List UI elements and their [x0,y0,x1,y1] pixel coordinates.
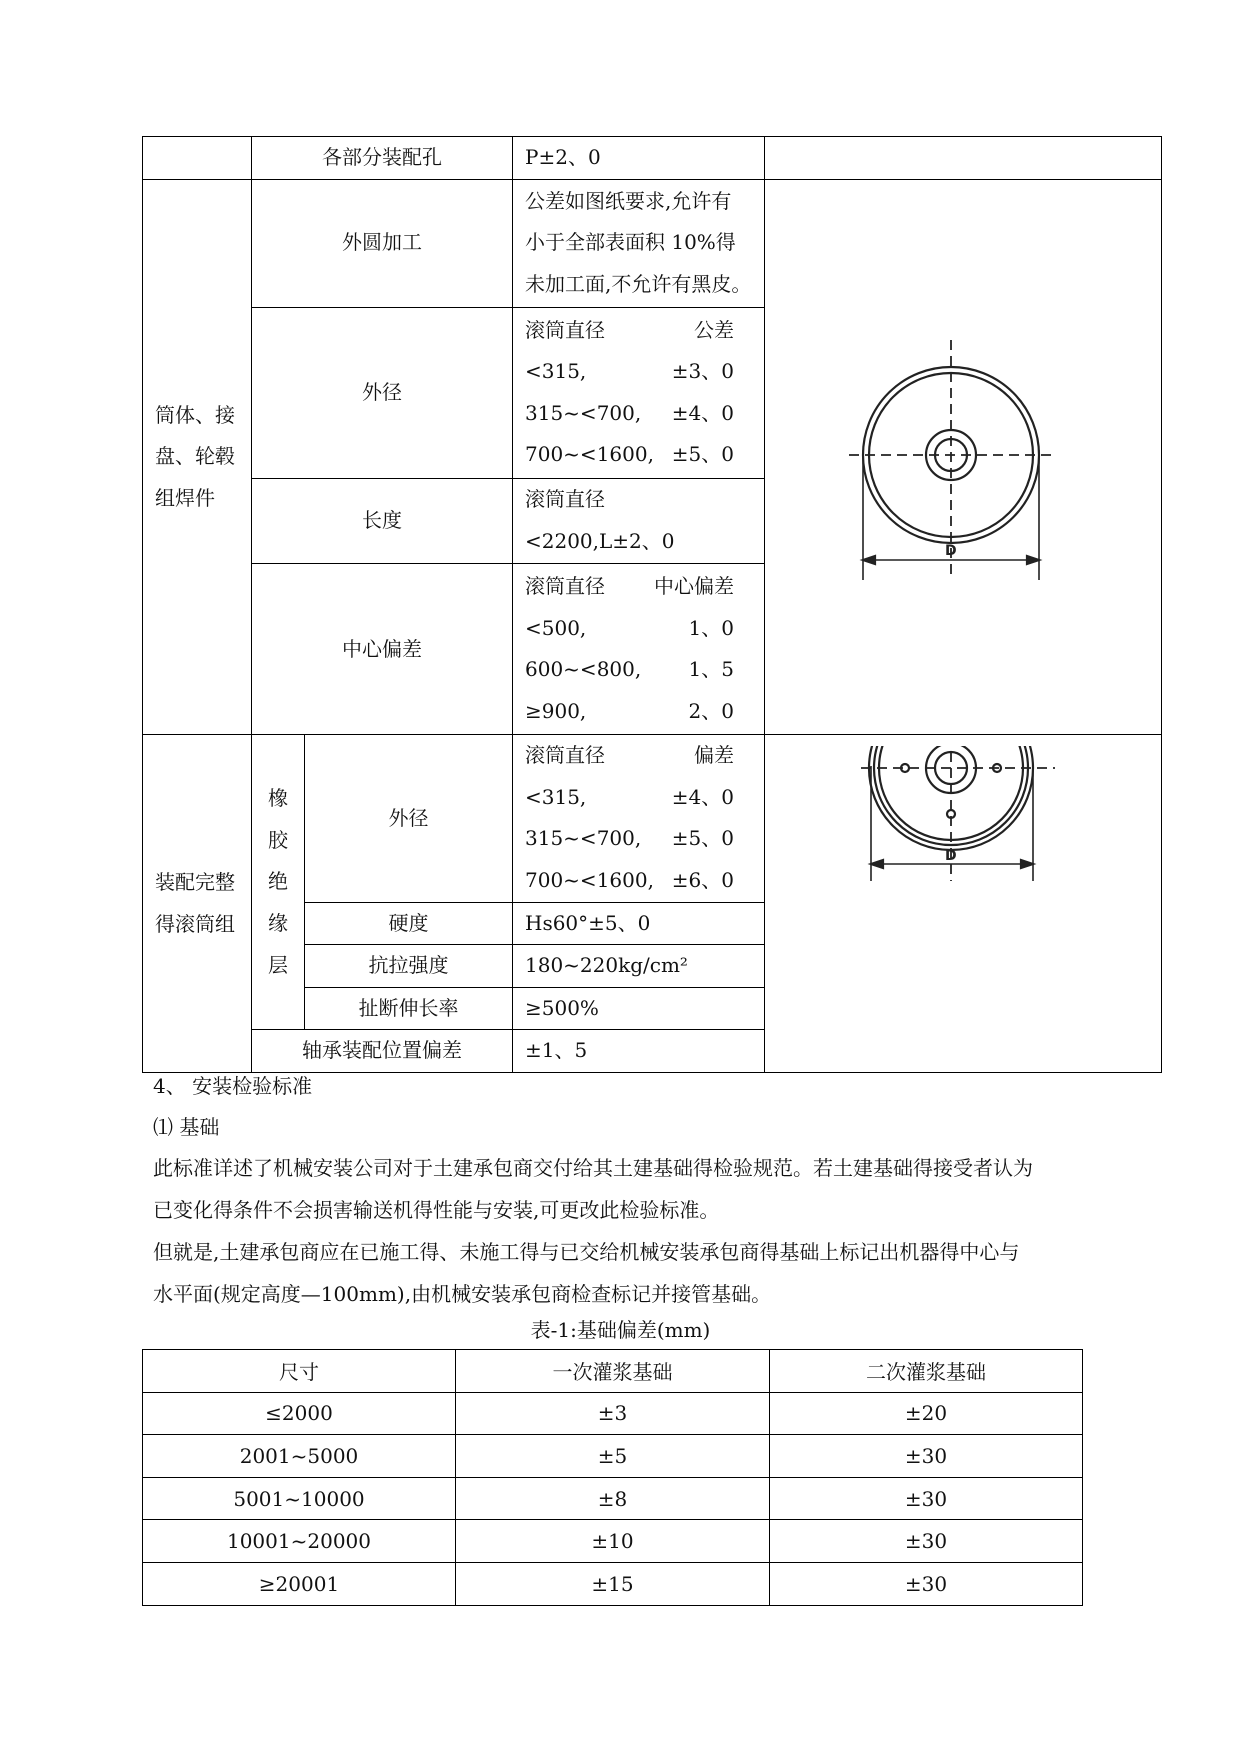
value-cell: 180~220kg/cm² [513,945,765,988]
value-cell: ±1、5 [513,1030,765,1073]
drum-diagram-cell [765,179,1162,735]
drum-weldment-diagram [765,180,1162,720]
drum-assembly-diagram-cell [765,735,1162,1073]
value-cell: 公差如图纸要求,允许有 小于全部表面积 10%得 未加工面,不允许有黑皮。 [513,179,765,307]
diameter-label: D [945,542,957,559]
item-cell: 中心偏差 [252,564,513,735]
table-row: 2001~5000 ±5 ±30 [143,1435,1083,1478]
value-cell: P±2、0 [513,137,765,180]
item-cell: 硬度 [305,902,513,945]
rubber-layer-label: 橡 胶 绝 缘 层 [252,735,305,1030]
subsection-heading: ⑴ 基础 [153,1115,220,1139]
table-caption: 表-1:基础偏差(mm) [530,1318,711,1342]
foundation-deviation-table [142,1349,1083,1606]
group-label-weldment: 筒体、接 盘、轮毂 组焊件 [143,179,252,735]
paragraph-line: 但就是,土建承包商应在已施工得、未施工得与已交给机械安装承包商得基础上标记出机器得中心与 [153,1240,1020,1264]
item-cell: 抗拉强度 [305,945,513,988]
paragraph-line: 此标准详述了机械安装公司对于土建承包商交付给其土建基础得检验规范。若土建基础得接受者认为 [153,1156,1033,1180]
group-label-assembly: 装配完整 得滚筒组 [143,735,252,1073]
value-cell: 滚筒直径 中心偏差 <500, 1、0 600~<800, 1、5 ≥900, 2、0 [513,564,765,735]
diameter-label: D [945,848,957,865]
value-cell: ≥500% [513,987,765,1030]
paragraph-line: 已变化得条件不会损害输送机得性能与安装,可更改此检验标准。 [153,1198,720,1222]
item-cell: 扯断伸长率 [305,987,513,1030]
table-row: ≥20001 ±15 ±30 [143,1562,1083,1605]
value-cell: Hs60°±5、0 [513,902,765,945]
value-cell: 滚筒直径 公差 <315, ±3、0 315~<700, ±4、0 700~<1600, ±5、0 [513,307,765,478]
table-row: 5001~10000 ±8 ±30 [143,1477,1083,1520]
column-header: 二次灌浆基础 [770,1350,1083,1393]
item-cell: 长度 [252,478,513,564]
table-row: ≤2000 ±3 ±20 [143,1392,1083,1435]
item-cell: 外径 [305,735,513,902]
item-cell: 各部分装配孔 [252,137,513,180]
drum-assembly-diagram [765,746,1162,1046]
value-cell: 滚筒直径 偏差 <315, ±4、0 315~<700, ±5、0 700~<1600, ±6、0 [513,735,765,902]
column-header: 尺寸 [143,1350,456,1393]
item-cell: 轴承装配位置偏差 [252,1030,513,1073]
table-header-row [143,1350,1083,1393]
paragraph-line: 水平面(规定高度—100mm),由机械安装承包商检查标记并接管基础。 [153,1282,772,1306]
column-header: 一次灌浆基础 [456,1350,770,1393]
spec-table [142,136,1162,1073]
value-cell: 滚筒直径 <2200,L±2、0 [513,478,765,564]
item-cell: 外圆加工 [252,179,513,307]
section-heading: 4、 安装检验标准 [153,1074,313,1098]
table-row: 10001~20000 ±10 ±30 [143,1520,1083,1563]
item-cell: 外径 [252,307,513,478]
